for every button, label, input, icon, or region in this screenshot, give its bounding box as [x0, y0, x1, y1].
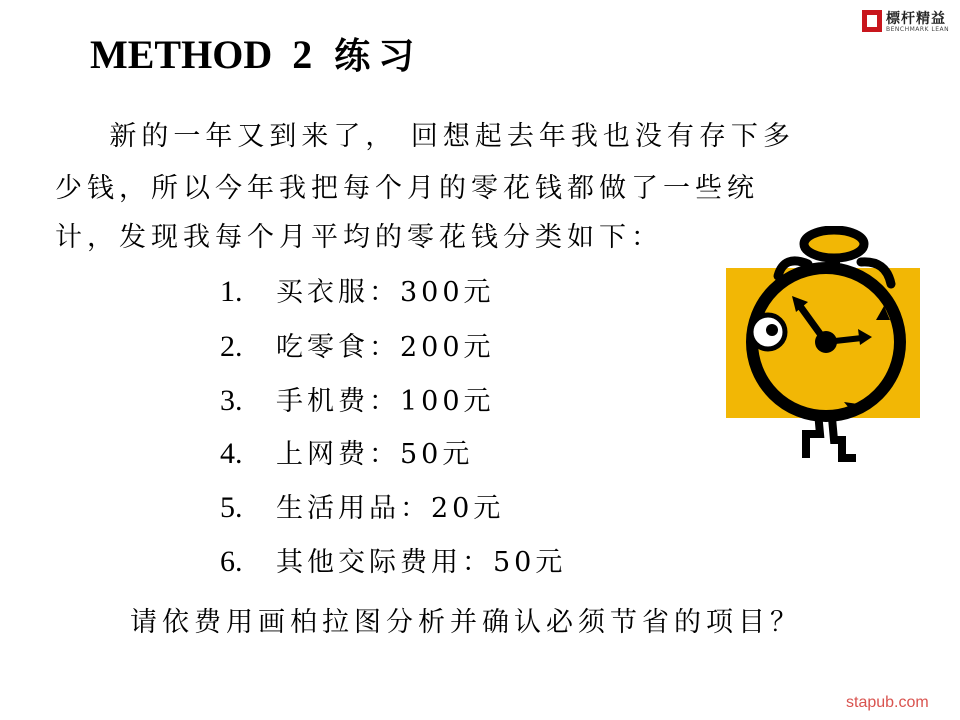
expense-item-text: 吃零食：200元: [276, 332, 495, 363]
watermark-text: stapub.com: [846, 694, 929, 711]
expense-item-text: 生活用品：20元: [276, 493, 505, 524]
slide-title: [90, 28, 422, 79]
pareto-question: 请依费用画柏拉图分析并确认必须节省的项目？: [130, 607, 802, 638]
intro-line-3: 计，发现我每个月平均的零花钱分类如下：: [55, 222, 663, 253]
expense-item-number: 4.: [220, 437, 243, 470]
expense-item-number: 2.: [220, 330, 243, 363]
clock-character-icon: [726, 226, 920, 470]
expense-item-number: 1.: [220, 275, 243, 308]
expense-item-text: 买衣服：300元: [276, 277, 495, 308]
expense-item: [220, 432, 473, 471]
benchmark-lean-logo: [862, 8, 954, 38]
expense-item-text: 其他交际费用：50元: [276, 547, 567, 578]
expense-item-number: 3.: [220, 384, 243, 417]
logo-english-text: BENCHMARK LEAN: [886, 26, 950, 33]
logo-chinese-text: 標杆精益: [886, 11, 946, 27]
intro-line-1: 新的一年又到来了， 回想起去年我也没有存下多: [55, 121, 795, 152]
expense-item-number: 5.: [220, 491, 243, 524]
expense-item: [220, 486, 504, 525]
expense-item: [220, 540, 566, 579]
expense-item-text: 手机费：100元: [276, 386, 495, 417]
intro-line-2: 少钱，所以今年我把每个月的零花钱都做了一些统: [55, 173, 759, 204]
expense-item-text: 上网费：50元: [276, 439, 474, 470]
slide-title-method: METHOD 2: [90, 32, 313, 77]
slide-title-chinese: 练习: [334, 35, 423, 77]
logo-mark-icon: [862, 10, 882, 32]
expense-item-number: 6.: [220, 545, 243, 578]
expense-item: [220, 325, 495, 364]
expense-item: [220, 379, 495, 418]
expense-item: [220, 270, 495, 309]
clock-knob: [804, 230, 864, 258]
